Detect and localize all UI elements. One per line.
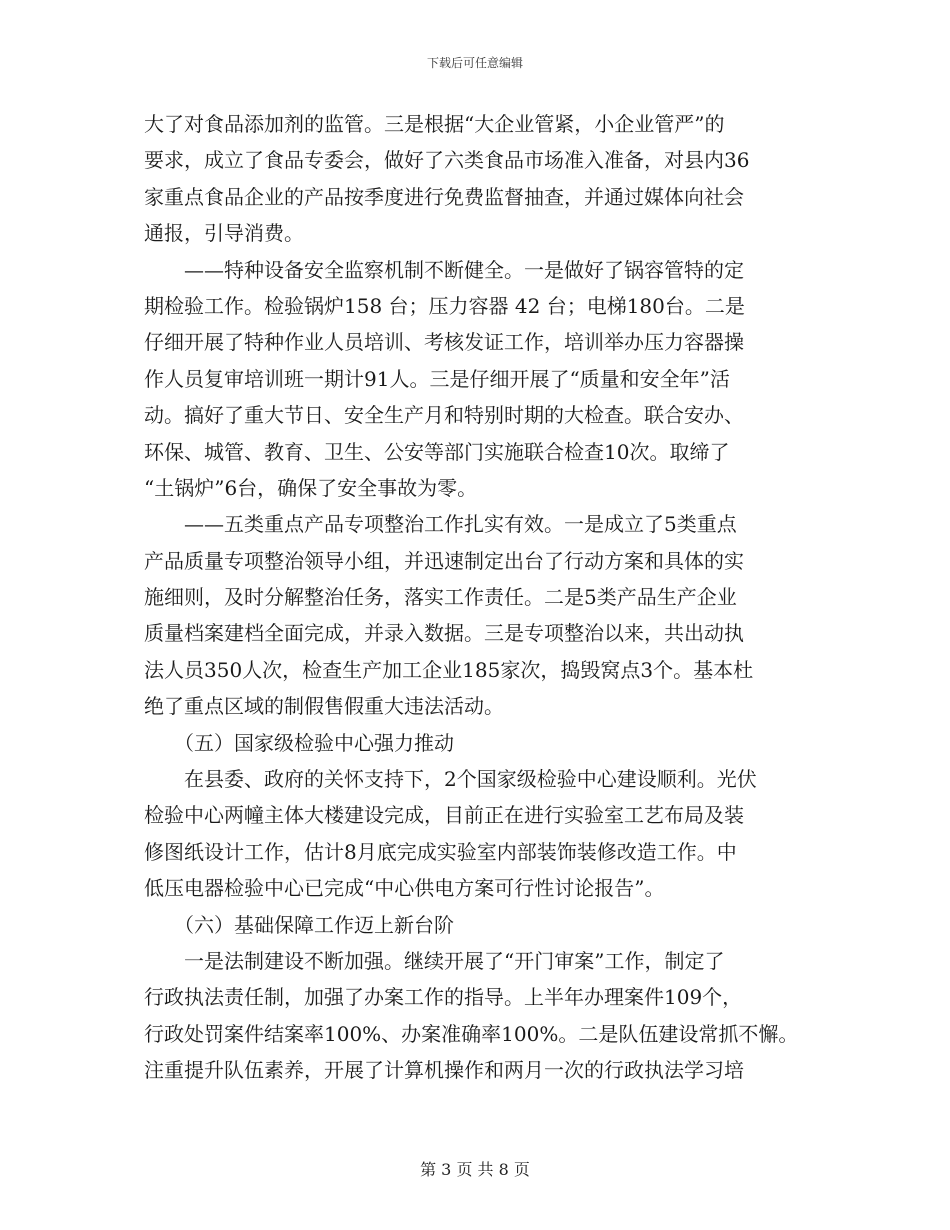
- text-line: 注重提升队伍素养，开展了计算机操作和两月一次的行政执法学习培: [144, 1058, 744, 1083]
- text-line: 期检验工作。检验锅炉158 台；压力容器 42 台；电梯180台。二是: [144, 293, 745, 318]
- text-line: 检验中心两幢主体大楼建设完成，目前正在进行实验室工艺布局及装: [144, 803, 744, 828]
- text-line: 一是法制建设不断加强。继续开展了“开门审案”工作，制定了: [144, 948, 725, 973]
- text-line: ——特种设备安全监察机制不断健全。一是做好了锅容管特的定: [144, 257, 744, 282]
- page-header: 下载后可任意编辑: [426, 56, 523, 70]
- text-line: （五）国家级检验中心强力推动: [144, 730, 454, 755]
- text-line: “土锅炉”6台，确保了安全事故为零。: [144, 475, 478, 500]
- text-line: 要求，成立了食品专委会，做好了六类食品市场准入准备，对县内36: [144, 148, 750, 173]
- text-line: 通报，引导消费。: [144, 221, 304, 246]
- text-line: 低压电器检验中心已完成“中心供电方案可行性讨论报告”。: [144, 876, 665, 901]
- text-line: ——五类重点产品专项整治工作扎实有效。一是成立了5类重点: [144, 512, 737, 537]
- text-line: 家重点食品企业的产品按季度进行免费监督抽查，并通过媒体向社会: [144, 184, 744, 209]
- text-line: 环保、城管、教育、卫生、公安等部门实施联合检查10次。取缔了: [144, 439, 730, 464]
- text-line: 行政执法责任制，加强了办案工作的指导。上半年办理案件109个，: [144, 985, 743, 1010]
- text-line: 动。搞好了重大节日、安全生产月和特别时期的大检查。联合安办、: [144, 403, 744, 428]
- text-line: 行政处罚案件结案率100%、办案准确率100%。二是队伍建设常抓不懈。: [144, 1021, 799, 1046]
- text-line: 大了对食品添加剂的监管。三是根据“大企业管紧，小企业管严”的: [144, 112, 725, 136]
- text-line: 法人员350人次，检查生产加工企业185家次，捣毁窝点3个。基本杜: [144, 657, 754, 682]
- text-line: 仔细开展了特种作业人员培训、考核发证工作，培训举办压力容器操: [144, 330, 744, 355]
- body-text: [144, 106, 810, 1089]
- page-footer: 第 3 页 共 8 页: [420, 1160, 530, 1179]
- text-line: 产品质量专项整治领导小组，并迅速制定出台了行动方案和具体的实: [144, 548, 744, 573]
- text-line: 质量档案建档全面完成，并录入数据。三是专项整治以来，共出动执: [144, 621, 744, 646]
- text-line: 作人员复审培训班一期计91人。三是仔细开展了“质量和安全年”活: [144, 366, 730, 391]
- text-line: （六）基础保障工作迈上新台阶: [144, 912, 454, 937]
- text-line: 在县委、政府的关怀支持下，2个国家级检验中心建设顺利。光伏: [144, 767, 757, 792]
- text-line: 施细则，及时分解整治任务，落实工作责任。二是5类产品生产企业: [144, 585, 737, 610]
- text-line: 绝了重点区域的制假售假重大违法活动。: [144, 694, 504, 719]
- text-line: 修图纸设计工作，估计8月底完成实验室内部装饰装修改造工作。中: [144, 839, 737, 864]
